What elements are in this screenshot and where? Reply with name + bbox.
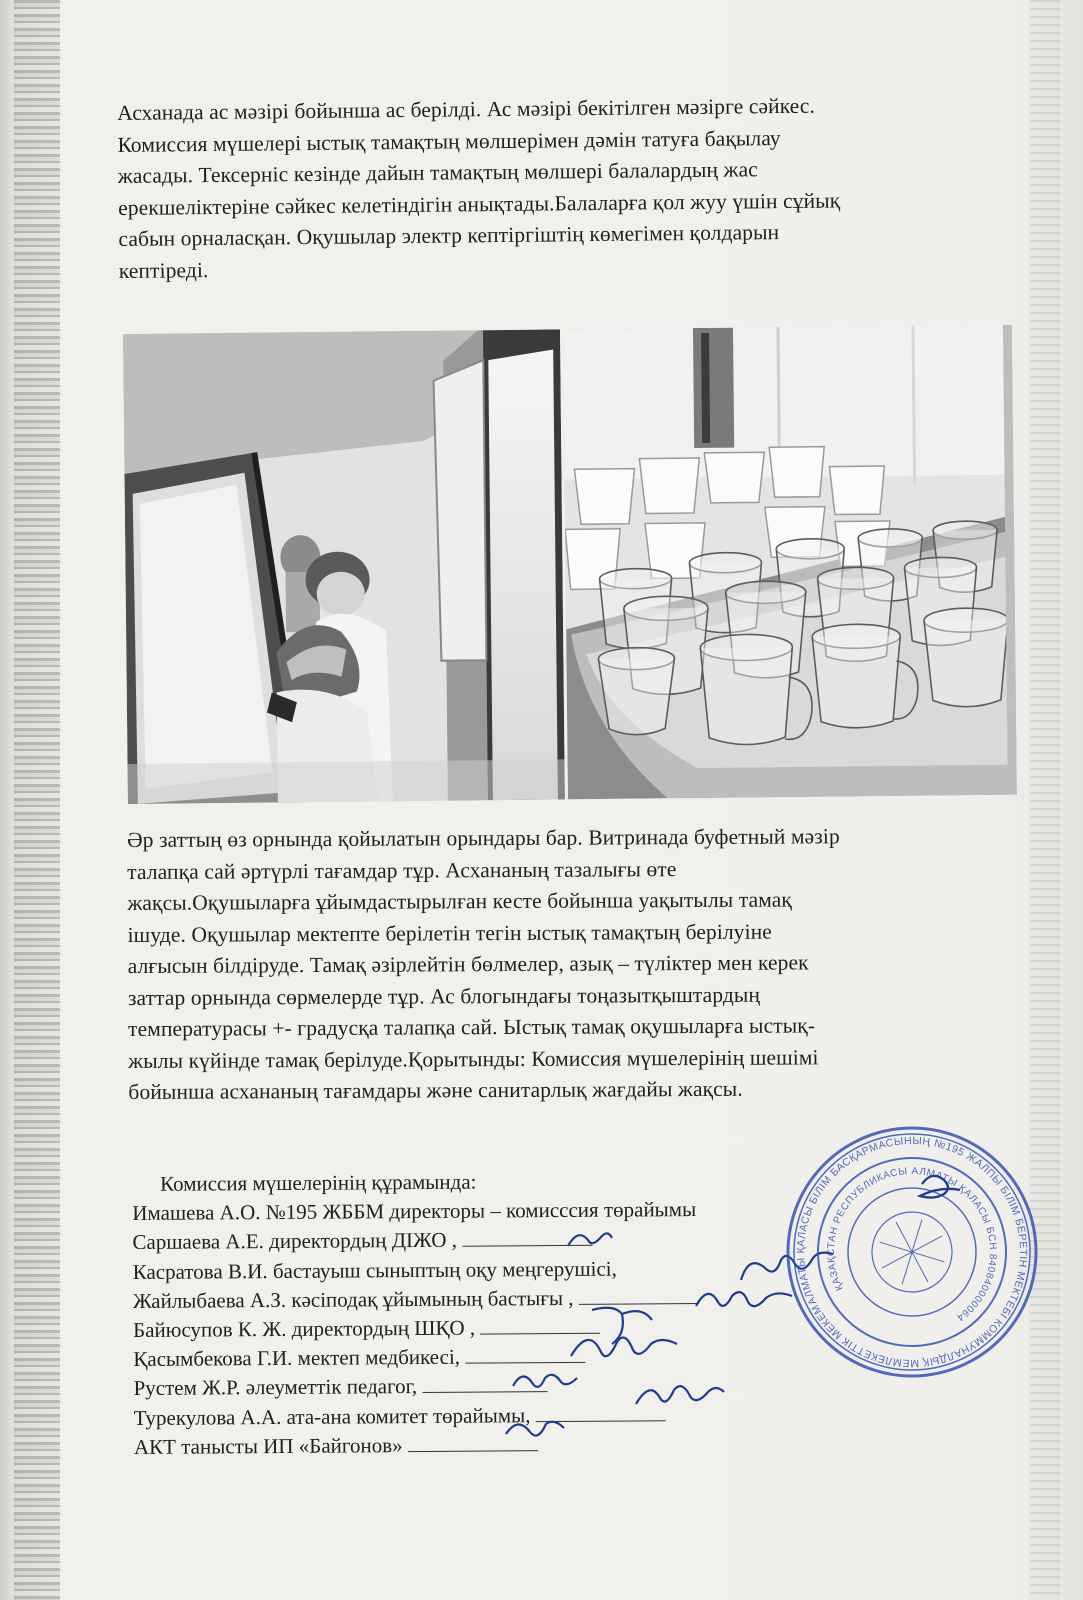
signature-baigonov (500, 1412, 580, 1447)
photo-strip (123, 325, 1017, 804)
member-name: Байюсупов К. Ж. директордың ШҚО , (133, 1315, 476, 1343)
body-line: заттар орнында сөрмелерде тұр. Ас блогындағы тоңазытқыштардың (127, 982, 761, 1010)
body-line: температурасы +- градусқа талапқа сай. Ыстық тамақ оқушыларға ыстық- (128, 1013, 816, 1041)
member-name: Турекулова А.А. ата-ана комитет төрайымы, (133, 1402, 531, 1430)
body-line: алғысын білдіруде. Тамақ әзірлейтін бөлмелер, азық – түліктер мен керек (127, 950, 809, 978)
member-name: Касратова В.И. бастауыш сыныптың оқу меңгерушісі, (132, 1256, 617, 1284)
member-row (134, 1428, 834, 1462)
member-name: АКТ таныcты ИП «Байгонов» (133, 1432, 403, 1459)
body-paragraph (127, 820, 988, 1108)
intro-line: кептіреді. (118, 257, 209, 283)
member-name: Қасымбекова Г.И. мектеп медбикесі, (133, 1344, 461, 1372)
scan-shadow-left (14, 0, 60, 1600)
stamp-inner-text: ҚАЗАҚСТАН РЕСПУБЛИКАСЫ АЛМАТЫ ҚАЛАСЫ БСН 840840000064 (825, 1165, 999, 1324)
commission-heading: Комиссия мүшелерінің құрамында: (160, 1169, 477, 1196)
intro-line: ерекшеліктеріне сәйкес келетіндігін анықтады.Балаларға қол жуу үшін сұйық (118, 187, 841, 220)
member-name: Имашева А.О. №195 ЖББМ директоры – комисссия төрайымы (132, 1197, 697, 1226)
body-line: бойынша асхананың тағамдары және санитарлық жағдайы жақсы. (128, 1076, 743, 1104)
cups-glasses-photo-image (563, 325, 1017, 800)
body-line: ішуде. Оқушылар мектепте берілетін тегін ыстық тамақтың берілуіне (127, 919, 772, 947)
member-name: Жайлыбаева А.З. кәсіподақ ұйымының бастығы , (132, 1285, 574, 1313)
intro-line: жасады. Тексерніс кезінде дайын тамақтың мөлшері балалардың жас (117, 157, 758, 188)
signature-turekulova (630, 1378, 730, 1418)
body-line: талапқа сай әртүрлі тағамдар тұр. Асхананың тазалығы өте (127, 856, 677, 884)
kitchen-staff-photo-image (123, 329, 565, 804)
intro-line: Асханада ас мәзірі бойынша ас берілді. Ас мәзірі бекітілген мәзірге сәйкес. (117, 93, 816, 125)
intro-line: Комиссия мүшелері ыстық тамақтың мөлшерімен дәмін татуға бақылау (117, 125, 781, 157)
member-name: Рустем Ж.Р. әлеуметтік педагог, (133, 1374, 418, 1401)
photo-cups-and-glasses (563, 325, 1017, 800)
signature-rustem (505, 1362, 585, 1397)
photo-kitchen-staff (123, 329, 565, 804)
stamp-outer-text: АЛМАТЫ ҚАЛАСЫ БІЛІМ БАСҚАРМАСЫНЫҢ №195 ЖАЛПЫ БІЛІМ БЕРЕТІН МЕКТЕБІ КОММУНАЛДЫҚ МЕМЛЕКЕТТІК МЕКЕМЕСІ (794, 1134, 1030, 1370)
body-line: Әр заттың өз орнында қойылатын орындары бар. Витринада буфетный мәзір (127, 824, 840, 852)
member-name: Саршаева А.Е. директордың ДІЖО , (132, 1228, 458, 1255)
official-stamp (782, 1122, 1042, 1382)
body-line: жылы күйінде тамақ берілуде.Қорытынды: Комиссия мүшелерінің шешімі (128, 1044, 819, 1073)
signature-sarshaeva (560, 1220, 640, 1260)
intro-paragraph (117, 89, 999, 287)
body-line: жақсы.Оқушыларға ұйымдастырылған кесте бойынша уақытылы тамақ (127, 887, 792, 915)
intro-line: сабын орналасқан. Оқушылар электр кептіргіштің көмегімен қолдарын (118, 220, 780, 251)
